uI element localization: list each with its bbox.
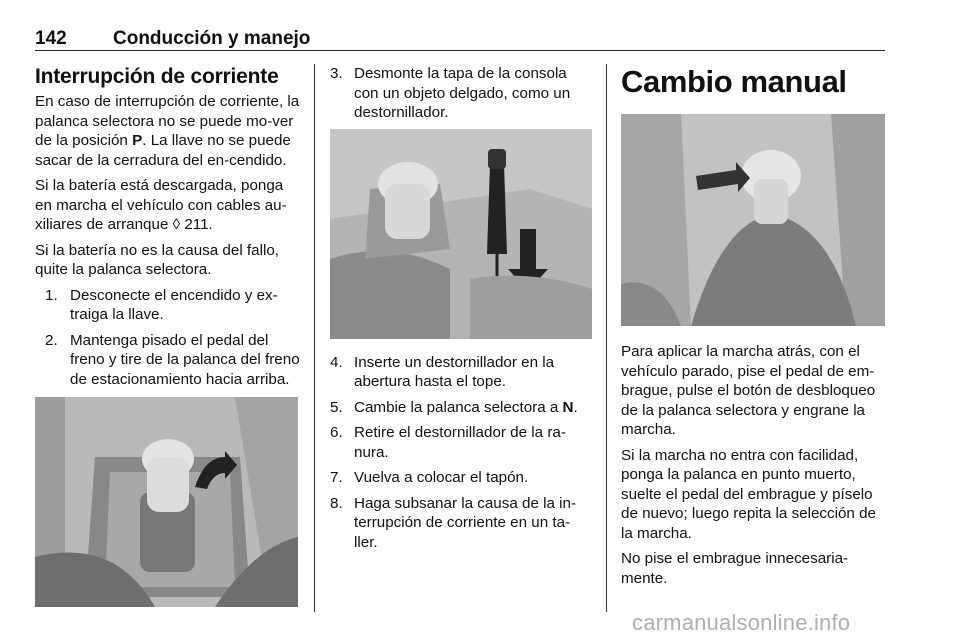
page-header xyxy=(35,20,885,51)
page-reference: 211. xyxy=(180,216,213,233)
step-item: 4. Inserte un destornillador en la abertura hasta el tope. xyxy=(330,353,555,390)
figure-screwdriver xyxy=(330,129,592,339)
section-heading: Cambio manual xyxy=(621,64,847,99)
watermark-text: carmanualsonline.info xyxy=(632,610,851,635)
column-2 xyxy=(330,64,592,558)
step-item: 5. Cambie la palanca selectora a N. xyxy=(330,398,578,416)
column-3 xyxy=(621,64,887,594)
paragraph: Si la marcha no entra con facilidad, ponga la palanca en punto muerto, suelte el pedal del embrague y píselo de nuevo; luego repita la selección de la marcha. xyxy=(621,446,876,542)
column-divider xyxy=(314,64,315,612)
paragraph: Si la batería está descargada, ponga en marcha el vehículo con cables au-xiliares de arranque ◊ 211. xyxy=(35,177,287,233)
gear-position-n: N xyxy=(562,398,574,416)
step-item: 1. Desconecte el encendido y ex-traiga la llave. xyxy=(45,286,278,323)
page-number: 142 xyxy=(35,28,67,49)
column-divider xyxy=(606,64,607,612)
figure-manual-shift xyxy=(621,114,885,326)
step-item: 6. Retire el destornillador de la ra-nura. xyxy=(330,424,566,461)
chapter-title: Conducción y manejo xyxy=(113,28,311,49)
step-item: 2. Mantenga pisado el pedal del freno y tire de la palanca del freno de estacionamiento hacia arriba. xyxy=(45,331,300,388)
gear-position-p: P xyxy=(132,132,143,149)
section-heading: Interrupción de corriente xyxy=(35,65,279,88)
paragraph: Para aplicar la marcha atrás, con el vehículo parado, pise el pedal de em-brague, pulse el botón de desbloqueo de la palanca selectora y engrane la marcha. xyxy=(621,343,876,438)
step-item: 7. Vuelva a colocar el tapón. xyxy=(330,469,529,486)
paragraph: No pise el embrague innecesaria-mente. xyxy=(621,550,849,587)
paragraph: Si la batería no es la causa del fallo, quite la palanca selectora. xyxy=(35,241,279,278)
step-item: 3. Desmonte la tapa de la consola con un objeto delgado, como un destornillador. xyxy=(330,65,571,121)
column-1 xyxy=(35,64,300,607)
page-reference-icon: ◊ xyxy=(172,216,181,233)
figure-selector-lever xyxy=(35,397,298,607)
paragraph: En caso de interrupción de corriente, la palanca selectora no se puede mo-ver de la posición P. La llave no se puede sacar de la cerradura del en-cendido. xyxy=(35,93,300,169)
step-item: 8. Haga subsanar la causa de la in-terrupción de corriente en un ta-ller. xyxy=(330,494,577,551)
